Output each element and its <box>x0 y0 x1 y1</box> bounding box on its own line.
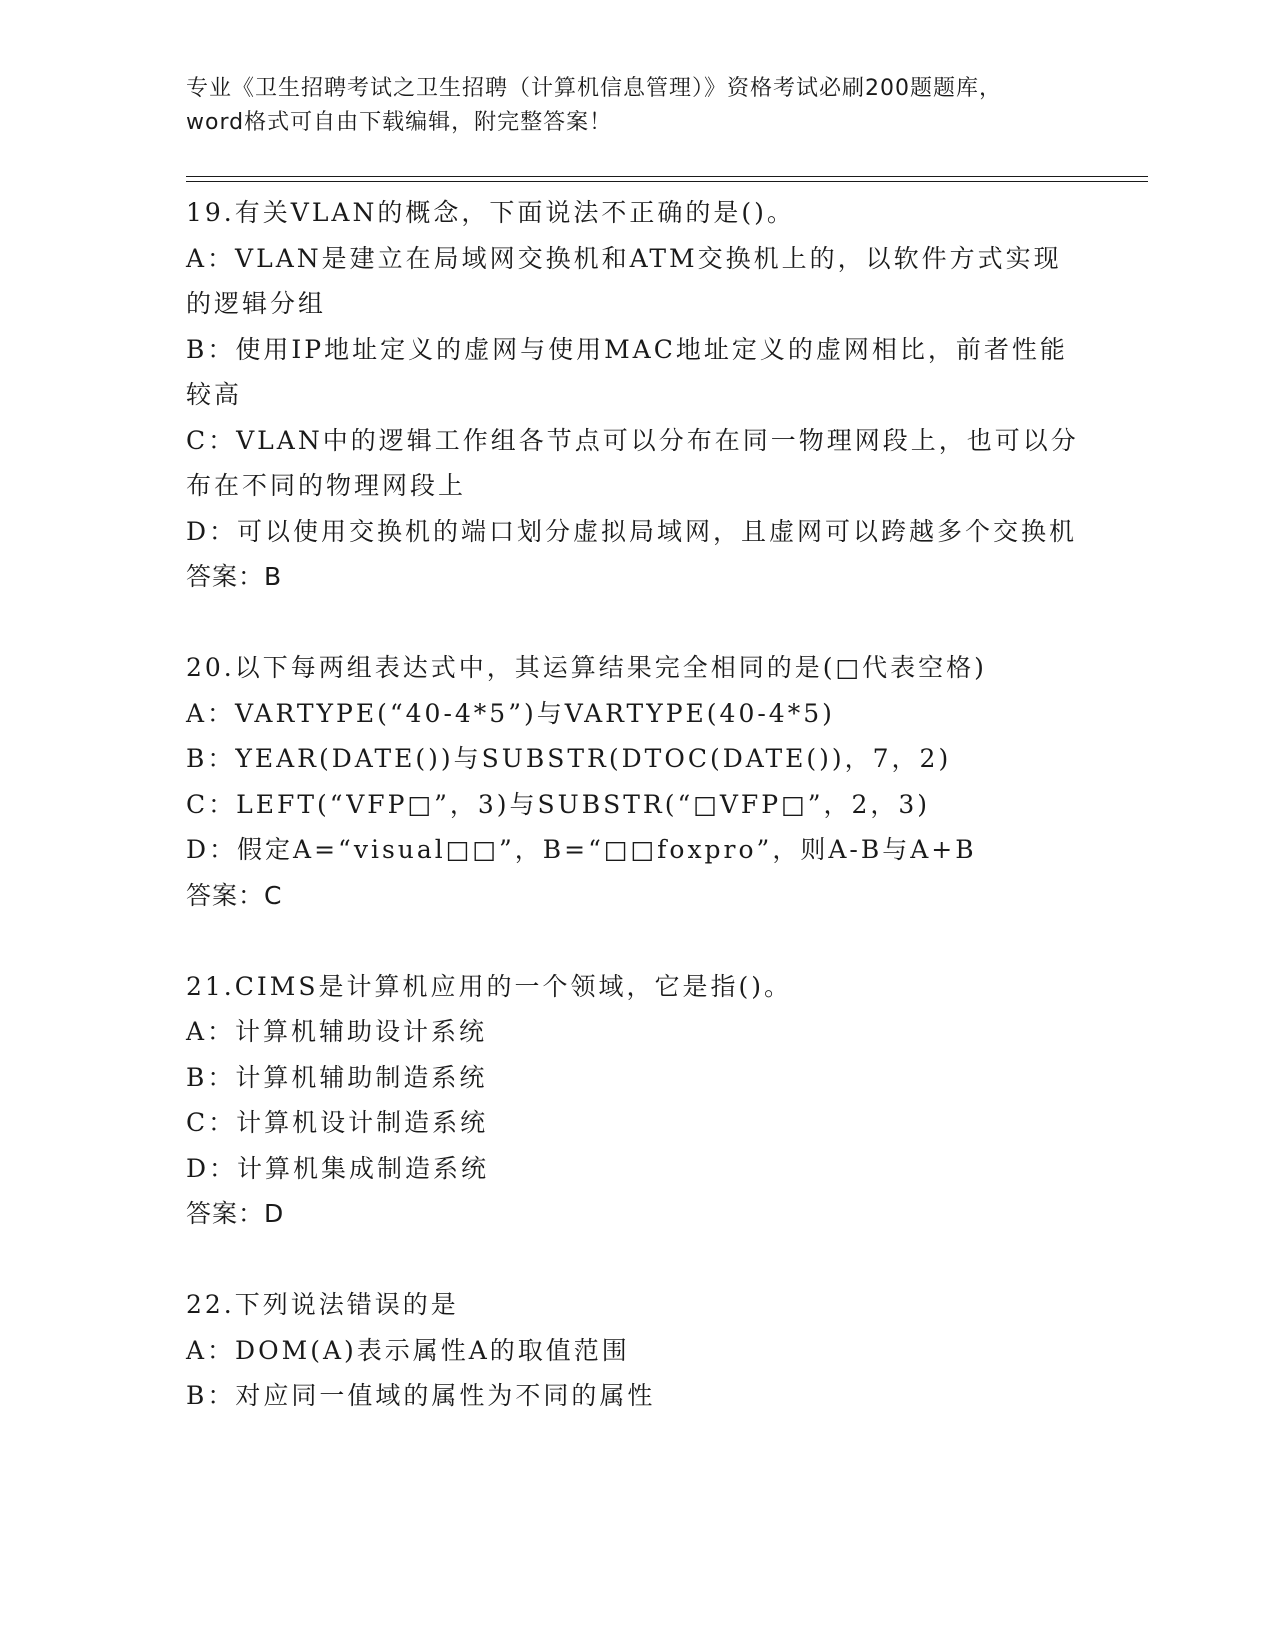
option-b: B：YEAR(DATE())与SUBSTR(DTOC(DATE())，7，2) <box>186 744 952 773</box>
header-divider-bottom <box>186 181 1148 182</box>
answer-label: 答案：B <box>186 562 283 591</box>
header-divider-top <box>186 176 1148 177</box>
question-stem: 21.CIMS是计算机应用的一个领域，它是指()。 <box>186 971 792 1001</box>
option-a: A：计算机辅助设计系统 <box>186 1017 488 1046</box>
question-list <box>186 190 1086 1464</box>
question-block-20 <box>186 645 1086 918</box>
question-stem: 22.下列说法错误的是 <box>186 1290 459 1319</box>
option-b: B：计算机辅助制造系统 <box>186 1062 488 1092</box>
answer-label: 答案：C <box>186 880 283 910</box>
question-stem: 19.有关VLAN的概念，下面说法不正确的是()。 <box>186 198 795 227</box>
header-line-2: word格式可自由下载编辑，附完整答案！ <box>186 110 613 135</box>
option-a: A：VARTYPE(“40-4*5”)与VARTYPE(40-4*5) <box>186 698 835 728</box>
question-block-22 <box>186 1282 1086 1419</box>
option-b: B：使用IP地址定义的虚网与使用MAC地址定义的虚网相比，前者性能较高 <box>186 334 1068 409</box>
option-c: C：VLAN中的逻辑工作组各节点可以分布在同一物理网段上，也可以分布在不同的物理网段上 <box>186 425 1079 500</box>
option-d: D：计算机集成制造系统 <box>186 1153 490 1183</box>
question-block-19 <box>186 190 1086 600</box>
header-line-1: 专业《卫生招聘考试之卫生招聘（计算机信息管理）》资格考试必刷200题题库， <box>186 76 1002 101</box>
option-a: A：VLAN是建立在局域网交换机和ATM交换机上的，以软件方式实现的逻辑分组 <box>186 243 1062 318</box>
question-block-21 <box>186 964 1086 1237</box>
question-stem: 20.以下每两组表达式中，其运算结果完全相同的是(□代表空格) <box>186 653 987 682</box>
option-d: D：假定A=“visual□□”，B=“□□foxpro”，则A-B与A+B <box>186 835 977 864</box>
option-c: C：计算机设计制造系统 <box>186 1108 489 1137</box>
option-c: C：LEFT(“VFP□”，3)与SUBSTR(“□VFP□”，2，3) <box>186 789 931 819</box>
option-d: D：可以使用交换机的端口划分虚拟局域网，且虚网可以跨越多个交换机 <box>186 516 1078 546</box>
option-b: B：对应同一值域的属性为不同的属性 <box>186 1381 656 1410</box>
option-a: A：DOM(A)表示属性A的取值范围 <box>186 1335 630 1365</box>
document-header <box>186 72 1086 140</box>
answer-label: 答案：D <box>186 1199 285 1228</box>
